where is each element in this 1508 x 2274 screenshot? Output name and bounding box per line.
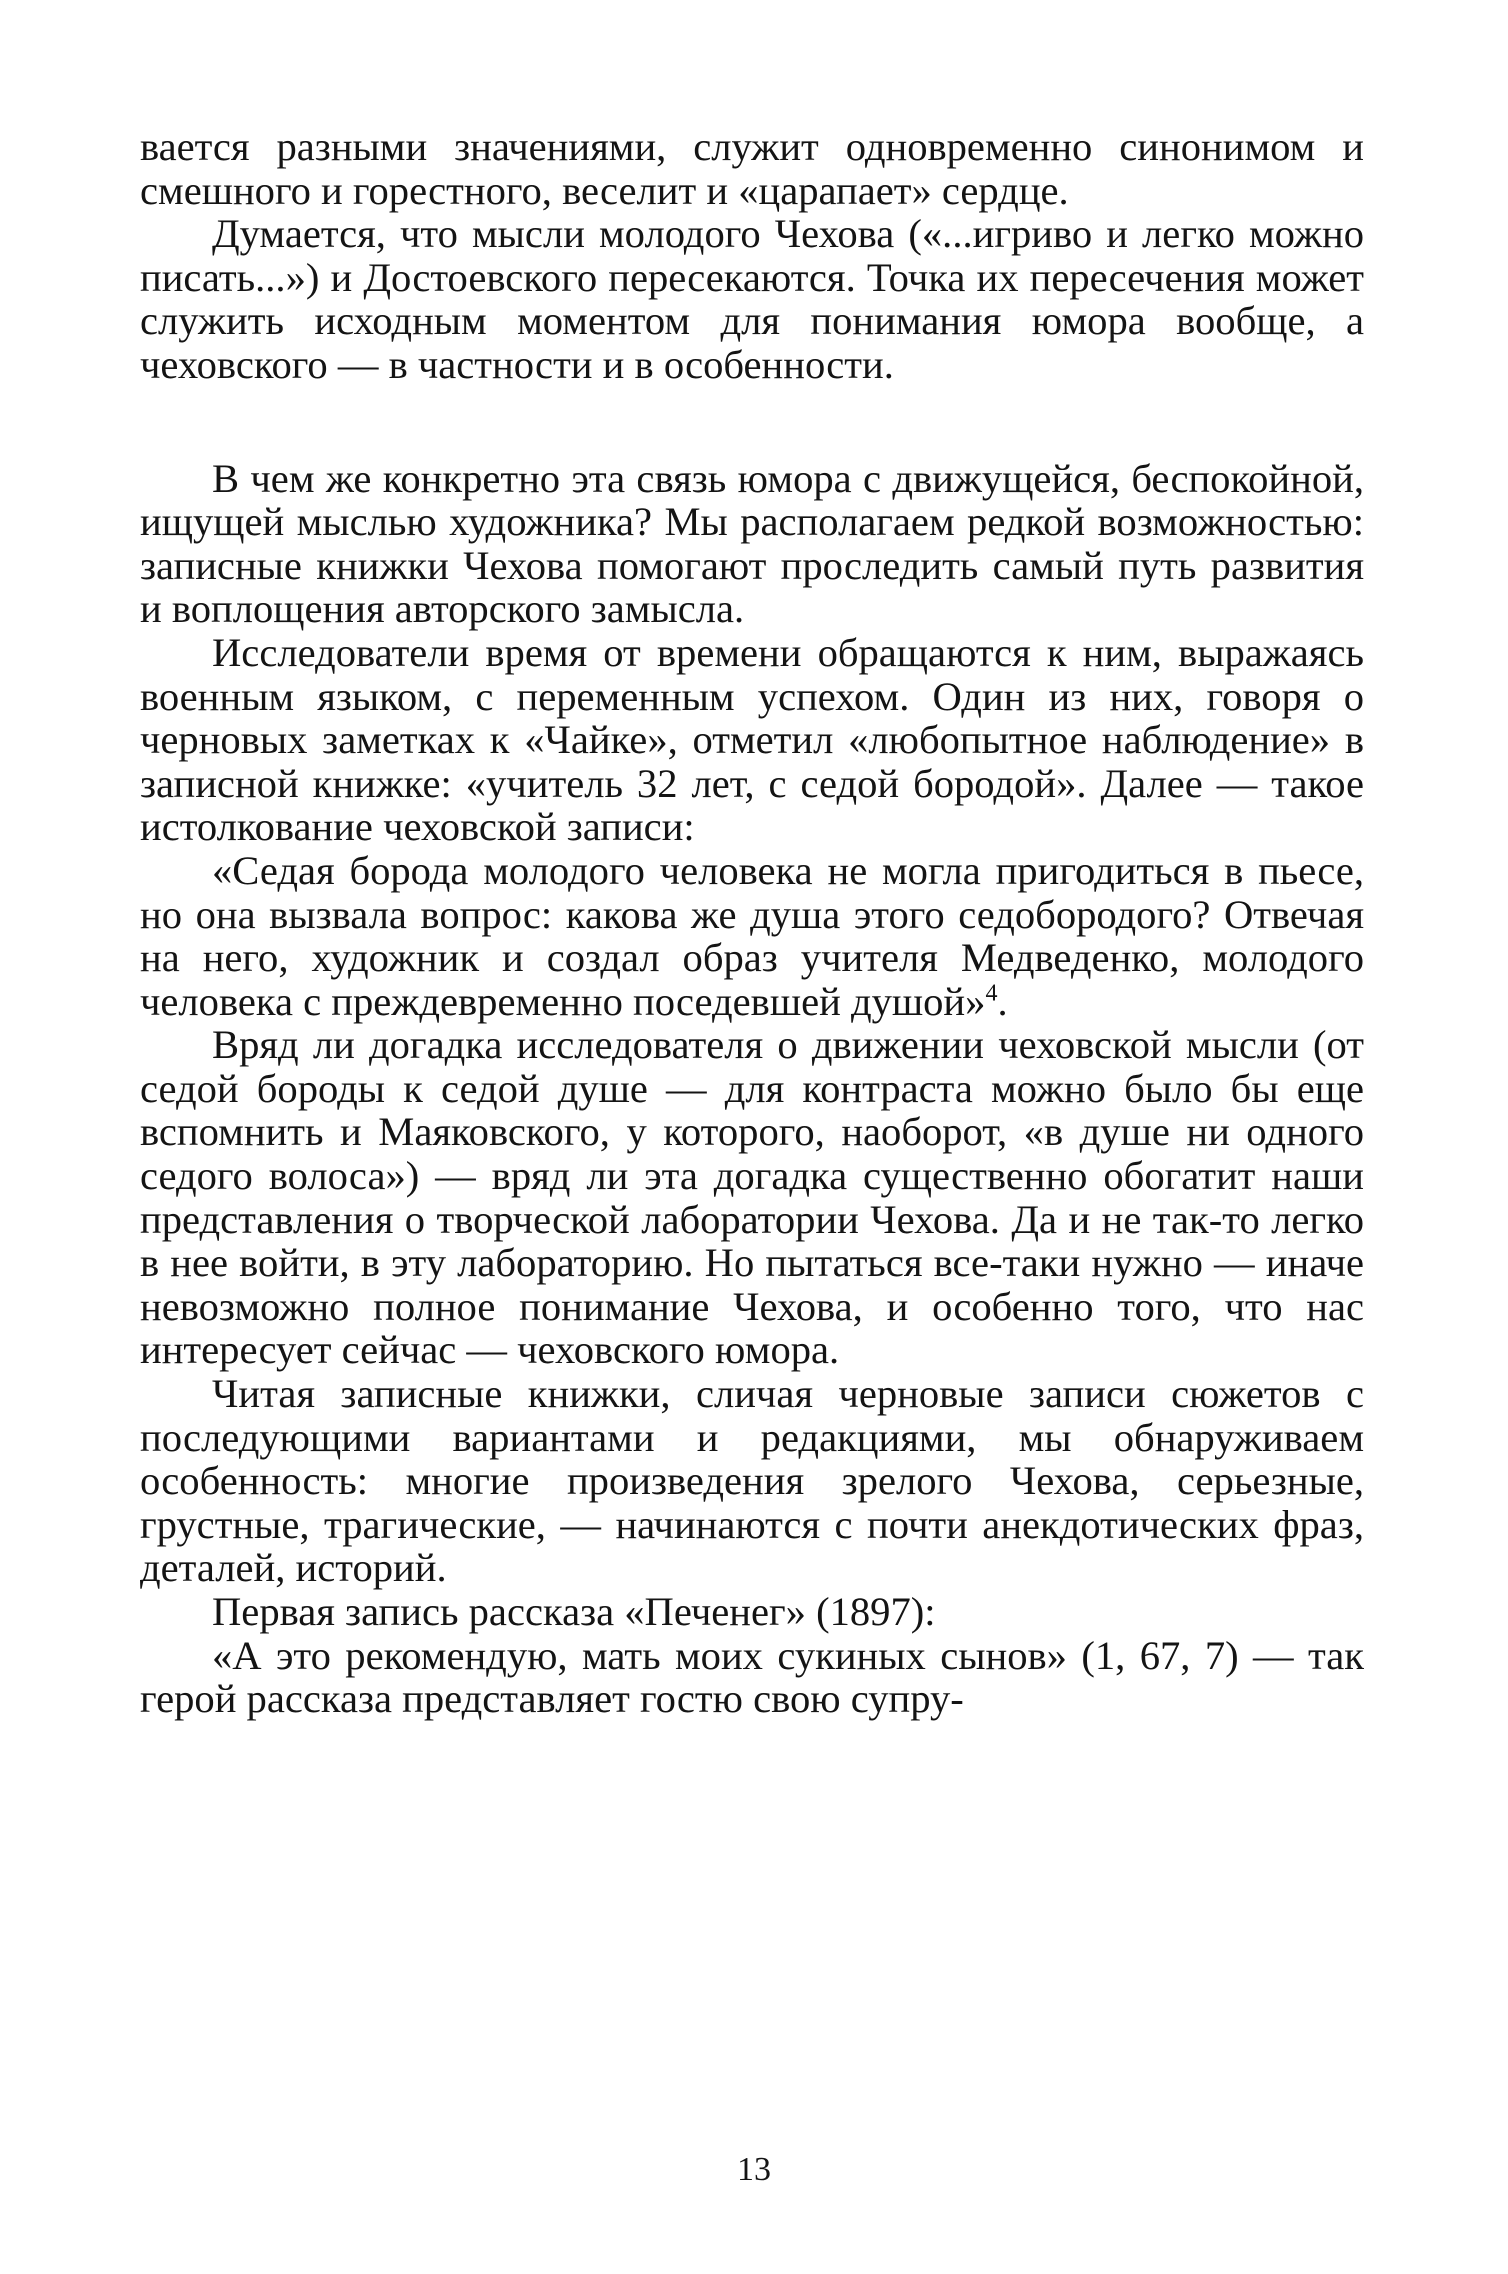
- quote-tail: .: [997, 978, 1008, 1024]
- paragraph-9: «А это рекомендую, мать моих сукиных сынов» (1, 67, 7) — так герой рассказа представляет гостю свою супру-: [140, 1632, 1364, 1722]
- paragraph-3: В чем же конкретно эта связь юмора с движущейся, беспокойной, ищущей мыслью художника? Мы располагаем редкой возможностью: записные книжки Чехова помогают проследить самый путь развития и воплощения авторского замысла.: [140, 455, 1364, 632]
- paragraph-1: вается разными значениями, служит одновременно синонимом и смешного и горестного, веселит и «царапает» сердце.: [140, 124, 1364, 213]
- footnote-reference: 4: [985, 980, 998, 1007]
- paragraph-5-quote: [140, 849, 1364, 1023]
- paragraph-6: Вряд ли догадка исследователя о движении чеховской мысли (от седой бороды к седой душе — для контраста можно было бы еще вспомнить и Маяковского, у которого, наоборот, «в душе ни одного седого волоса») — вряд ли эта догадка существенно обогатит наши представления о творческой лаборатории Чехова. Да и не так-то легко в нее войти, в эту лабораторию. Но пытаться все-таки нужно — иначе невозможно полное понимание Чехова, и особенно того, что нас интересует сейчас — чеховского юмора.: [140, 1022, 1364, 1373]
- paragraph-7: Читая записные книжки, сличая черновые записи сюжетов с последующими вариантами и редакциями, мы обнаруживаем особенность: многие произведения зрелого Чехова, серьезные, грустные, трагические, — начинаются с почти анекдотических фраз, деталей, историй.: [140, 1371, 1364, 1591]
- page-body: [140, 125, 1364, 1721]
- paragraph-4: Исследователи время от времени обращаются к ним, выражаясь военным языком, с переменным успехом. Один из них, говоря о черновых заметках к «Чайке», отметил «любопытное наблюдение» в записной книжке: «учитель 32 лет, с седой бородой». Далее — такое истолкование чеховской записи:: [140, 629, 1364, 850]
- quote-text: «Седая борода молодого человека не могла пригодиться в пьесе, но она вызвала вопрос: какова же душа этого седобородого? Отвечая на него, художник и создал образ учителя Медведенко, молодого человека с преждевременно поседевшей душой»: [140, 847, 1364, 1024]
- page-number: 13: [737, 2151, 771, 2188]
- section-gap: [140, 387, 1364, 457]
- paragraph-8: Первая запись рассказа «Печенег» (1897):: [212, 1589, 936, 1634]
- paragraph-2: Думается, что мысли молодого Чехова («...игриво и легко можно писать...») и Достоевского пересекаются. Точка их пересечения может служить исходным моментом для понимания юмора вообще, а чеховского — в частности и в особенности.: [140, 211, 1364, 387]
